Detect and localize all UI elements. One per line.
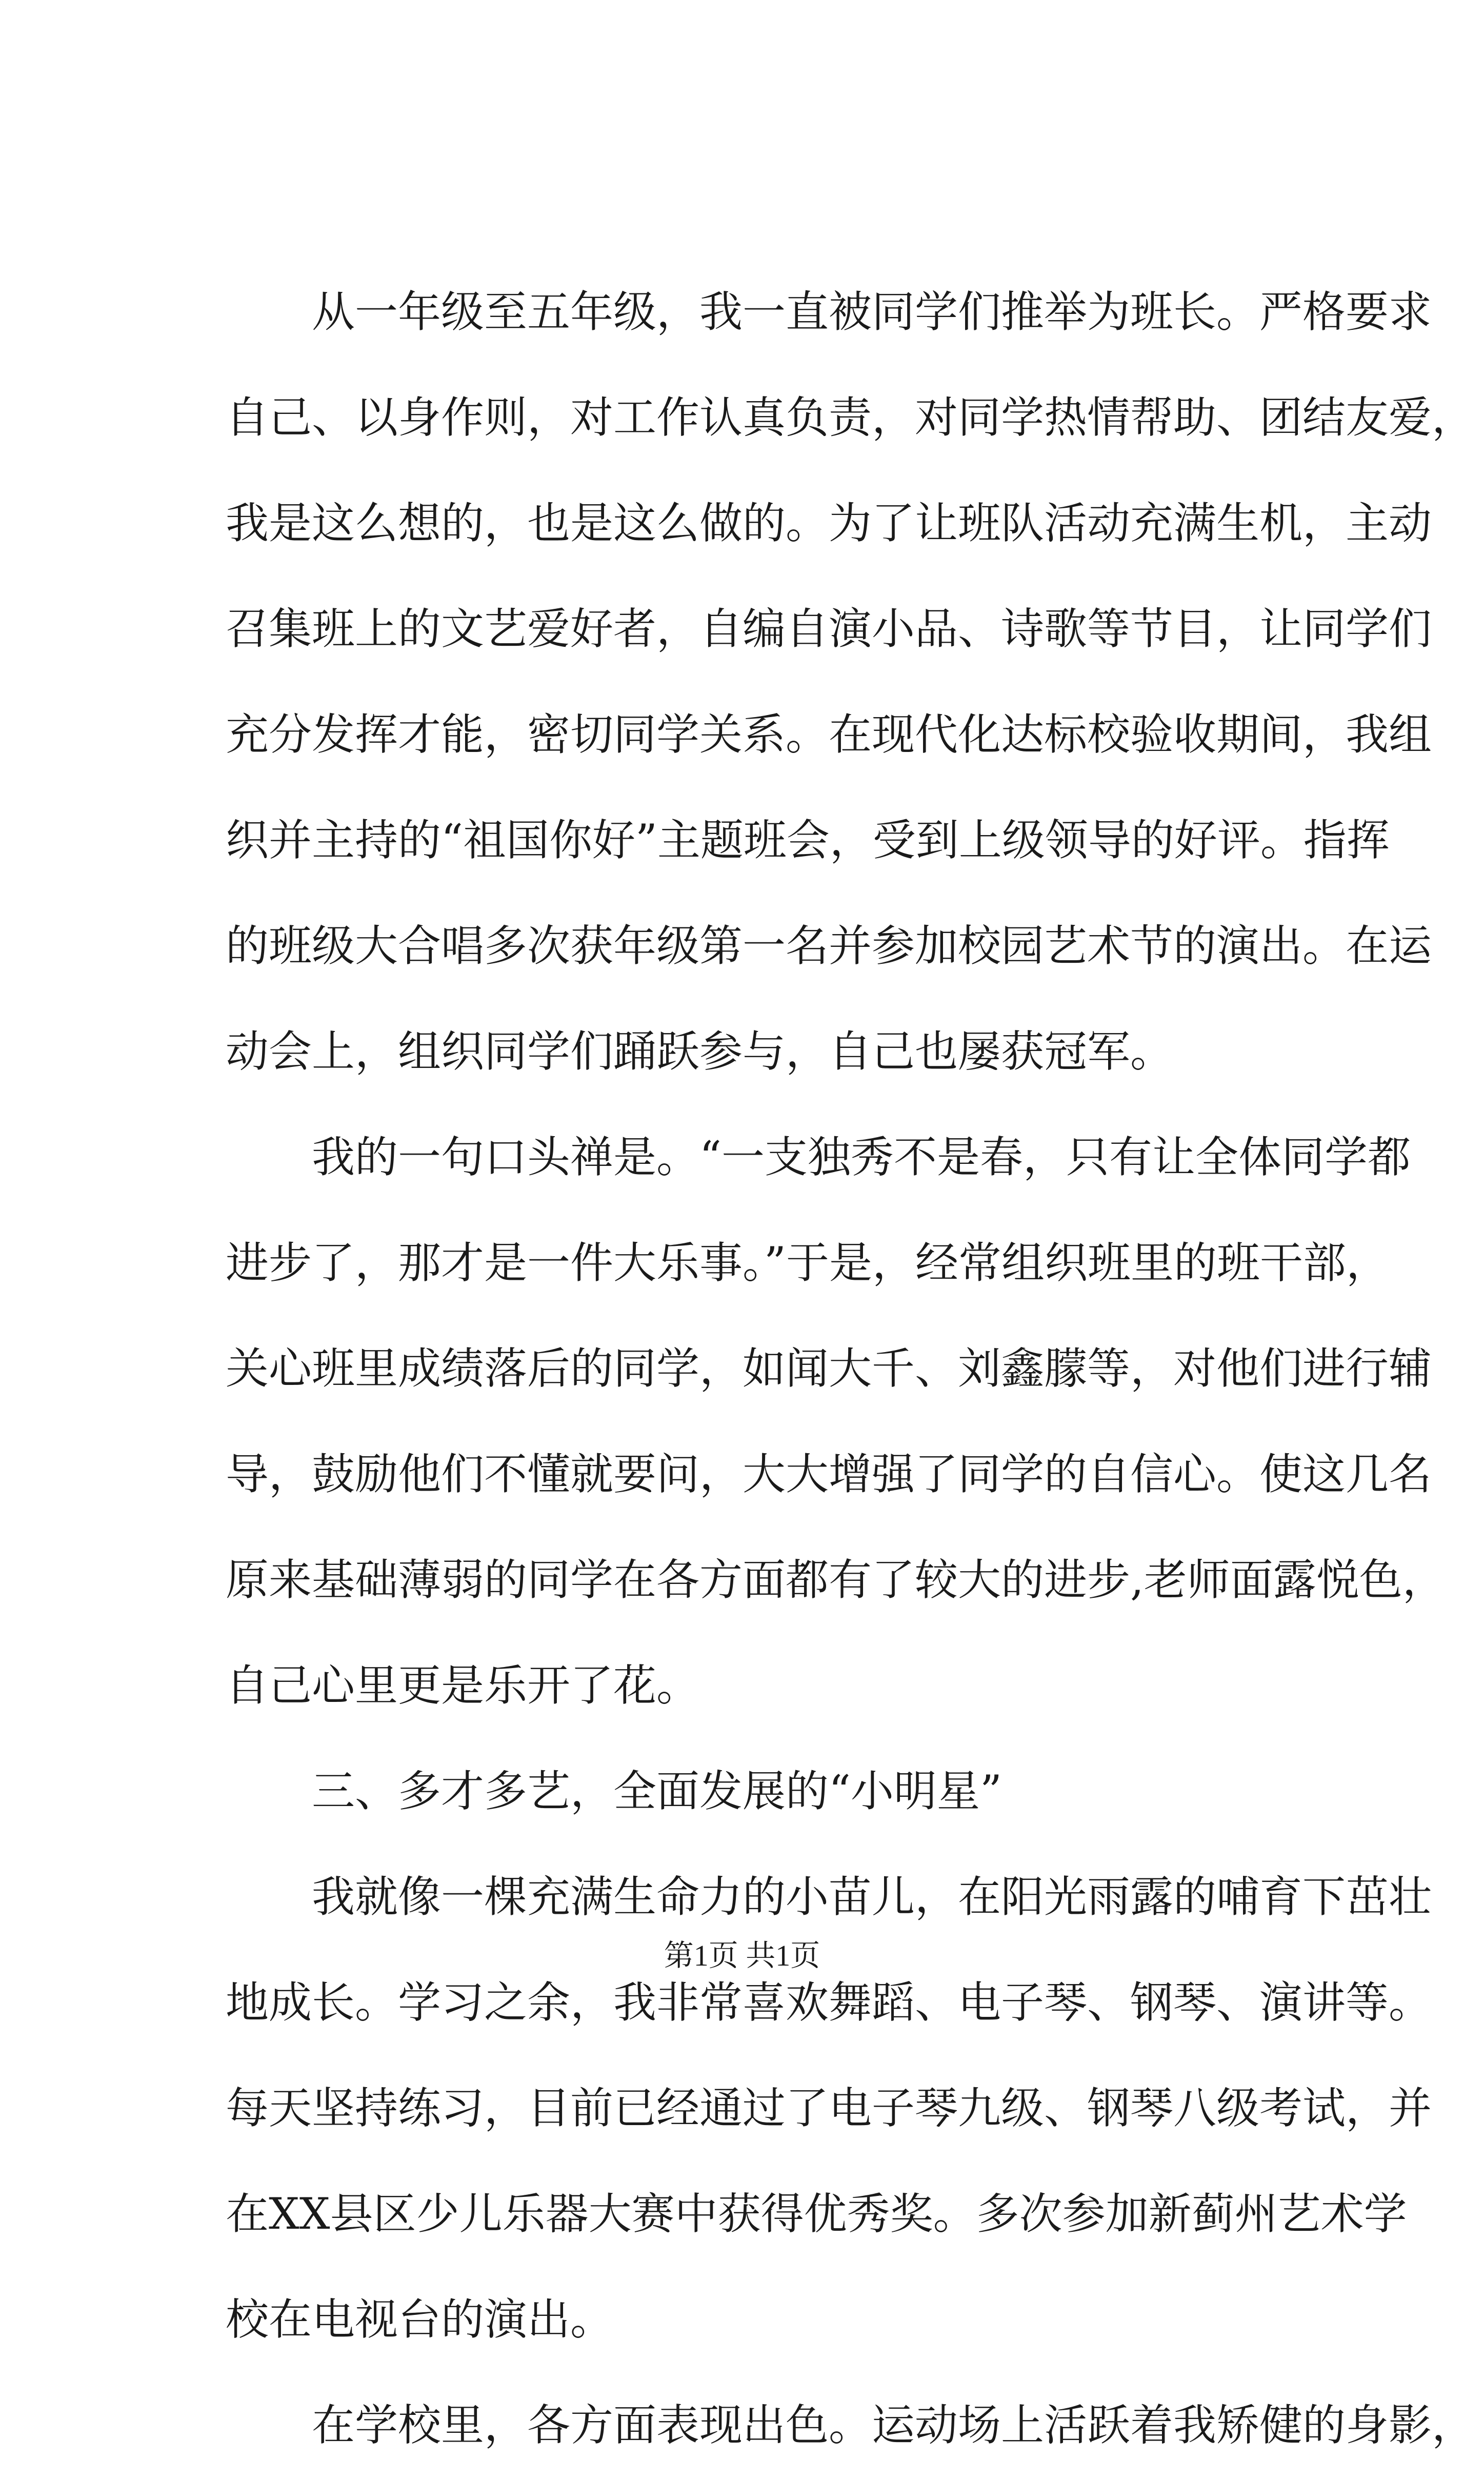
text-line: 进步了，那才是一件大乐事。”于是，经常组织班里的班干部，: [226, 1238, 1389, 1288]
text-line: 校在电视台的演出。: [226, 2294, 614, 2345]
text-line: 自己心里更是乐开了花。: [226, 1660, 700, 1711]
text-line: 从一年级至五年级，我一直被同学们推举为班长。严格要求: [312, 287, 1432, 337]
text-line: 我的一句口头禅是。“一支独秀不是春，只有让全体同学都: [312, 1132, 1411, 1182]
text-line: 原来基础薄弱的同学在各方面都有了较大的进步,老师面露悦色，: [226, 1555, 1446, 1605]
text-line: 在学校里，各方面表现出色。运动场上活跃着我矫健的身影，: [312, 2400, 1475, 2450]
text-line: 我就像一棵充满生命力的小苗儿，在阳光雨露的哺育下茁壮: [312, 1872, 1432, 1922]
text-line: 导，鼓励他们不懂就要问，大大增强了同学的自信心。使这几名: [226, 1449, 1432, 1499]
page-number-footer: 第1页 共1页: [664, 1939, 820, 1972]
text-line: 在XX县区少儿乐器大赛中获得优秀奖。多次参加新蓟州艺术学: [226, 2189, 1407, 2239]
document-body: [226, 259, 1475, 2478]
section-heading: 三、多才多艺，全面发展的“小明星”: [312, 1766, 1002, 1816]
text-line: 地成长。学习之余，我非常喜欢舞蹈、电子琴、钢琴、演讲等。: [226, 1977, 1432, 2028]
text-line: 召集班上的文艺爱好者，自编自演小品、诗歌等节目，让同学们: [226, 604, 1432, 654]
text-line: 自己、以身作则，对工作认真负责，对同学热情帮助、团结友爱，: [226, 392, 1475, 443]
text-line: 充分发挥才能，密切同学关系。在现代化达标校验收期间，我组: [226, 709, 1432, 760]
text-line: 每天坚持练习，目前已经通过了电子琴九级、钢琴八级考试，并: [226, 2083, 1432, 2133]
text-line: 织并主持的“祖国你好”主题班会，受到上级领导的好评。指挥: [226, 815, 1390, 865]
text-line: 我是这么想的，也是这么做的。为了让班队活动充满生机，主动: [226, 498, 1432, 548]
text-line: 关心班里成绩落后的同学，如闻大千、刘鑫朦等，对他们进行辅: [226, 1343, 1432, 1394]
text-line: 的班级大合唱多次获年级第一名并参加校园艺术节的演出。在运: [226, 921, 1432, 971]
text-line: 动会上，组织同学们踊跃参与，自己也屡获冠军。: [226, 1026, 1174, 1077]
